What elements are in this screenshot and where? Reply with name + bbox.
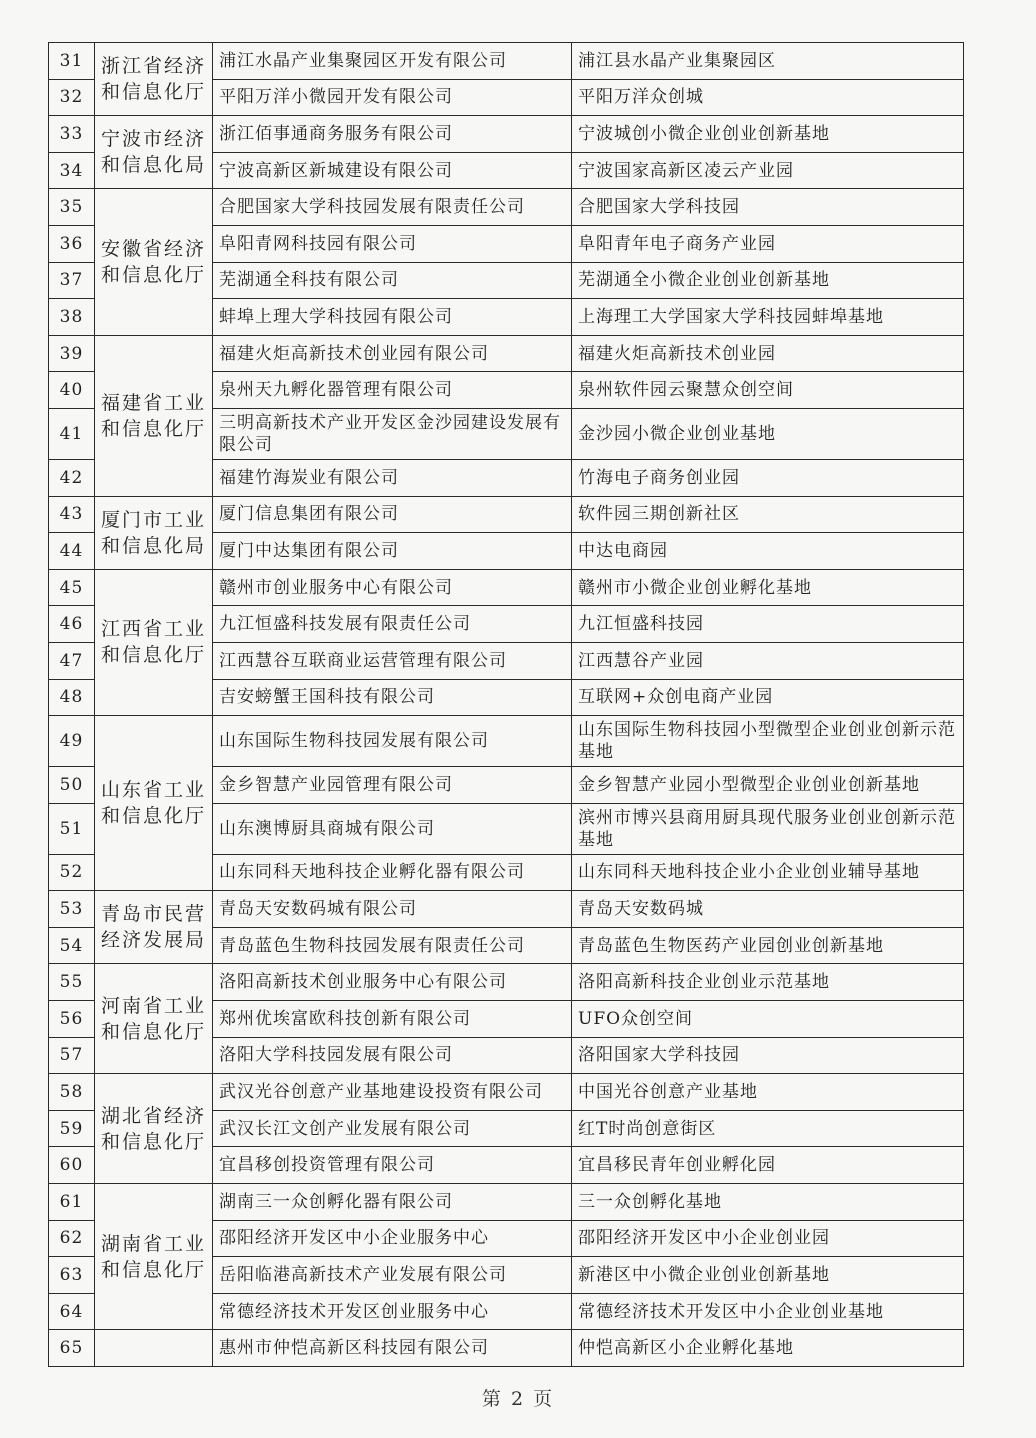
base-name: 山东国际生物科技园小型微型企业创业创新示范基地 [572, 716, 964, 767]
base-name: 常德经济技术开发区中小企业创业基地 [572, 1293, 964, 1330]
base-name: 阜阳青年电子商务产业园 [572, 225, 964, 262]
row-number: 31 [49, 43, 95, 80]
row-number: 57 [49, 1037, 95, 1074]
row-number: 34 [49, 152, 95, 189]
company-name: 赣州市创业服务中心有限公司 [213, 569, 572, 606]
base-name: 宁波城创小微企业创业创新基地 [572, 116, 964, 153]
row-number: 61 [49, 1184, 95, 1221]
company-name: 吉安螃蟹王国科技有限公司 [213, 679, 572, 716]
company-name: 合肥国家大学科技园发展有限责任公司 [213, 189, 572, 226]
row-number: 54 [49, 927, 95, 964]
base-name: 芜湖通全小微企业创业创新基地 [572, 262, 964, 299]
company-name: 洛阳大学科技园发展有限公司 [213, 1037, 572, 1074]
department-cell: 湖南省工业和信息化厅 [95, 1184, 213, 1330]
base-name: 新港区中小微企业创业创新基地 [572, 1257, 964, 1294]
department-cell: 湖北省经济和信息化厅 [95, 1074, 213, 1184]
table-row [49, 189, 964, 226]
company-name: 蚌埠上理大学科技园有限公司 [213, 299, 572, 336]
company-name: 厦门信息集团有限公司 [213, 496, 572, 533]
company-name: 洛阳高新技术创业服务中心有限公司 [213, 964, 572, 1001]
base-name: 三一众创孵化基地 [572, 1184, 964, 1221]
company-name: 厦门中达集团有限公司 [213, 533, 572, 570]
base-name: 软件园三期创新社区 [572, 496, 964, 533]
table-body [49, 43, 964, 1367]
company-name: 山东国际生物科技园发展有限公司 [213, 716, 572, 767]
table-row [49, 891, 964, 928]
table-row [49, 496, 964, 533]
row-number: 43 [49, 496, 95, 533]
row-number: 50 [49, 767, 95, 804]
department-cell: 浙江省经济和信息化厅 [95, 43, 213, 116]
base-name: UFO众创空间 [572, 1001, 964, 1038]
row-number: 51 [49, 803, 95, 854]
row-number: 58 [49, 1074, 95, 1111]
company-name: 福建火炬高新技术创业园有限公司 [213, 335, 572, 372]
row-number: 38 [49, 299, 95, 336]
base-name: 邵阳经济开发区中小企业创业园 [572, 1220, 964, 1257]
department-cell: 山东省工业和信息化厅 [95, 716, 213, 891]
base-name: 浦江县水晶产业集聚园区 [572, 43, 964, 80]
department-cell: 安徽省经济和信息化厅 [95, 189, 213, 335]
company-name: 岳阳临港高新技术产业发展有限公司 [213, 1257, 572, 1294]
company-name: 平阳万洋小微园开发有限公司 [213, 79, 572, 116]
row-number: 49 [49, 716, 95, 767]
base-name: 金乡智慧产业园小型微型企业创业创新基地 [572, 767, 964, 804]
row-number: 37 [49, 262, 95, 299]
department-cell: 河南省工业和信息化厅 [95, 964, 213, 1074]
base-name: 赣州市小微企业创业孵化基地 [572, 569, 964, 606]
row-number: 60 [49, 1147, 95, 1184]
base-name: 山东同科天地科技企业小企业创业辅导基地 [572, 854, 964, 891]
base-name: 青岛蓝色生物医药产业园创业创新基地 [572, 927, 964, 964]
company-name: 浙江佰事通商务服务有限公司 [213, 116, 572, 153]
row-number: 47 [49, 642, 95, 679]
base-name: 洛阳国家大学科技园 [572, 1037, 964, 1074]
base-name: 洛阳高新科技企业创业示范基地 [572, 964, 964, 1001]
base-name: 上海理工大学国家大学科技园蚌埠基地 [572, 299, 964, 336]
table-row [49, 335, 964, 372]
row-number: 55 [49, 964, 95, 1001]
company-name: 九江恒盛科技发展有限责任公司 [213, 606, 572, 643]
company-name: 郑州优埃富欧科技创新有限公司 [213, 1001, 572, 1038]
company-name: 山东澳博厨具商城有限公司 [213, 803, 572, 854]
row-number: 46 [49, 606, 95, 643]
company-name: 宜昌移创投资管理有限公司 [213, 1147, 572, 1184]
company-name: 浦江水晶产业集聚园区开发有限公司 [213, 43, 572, 80]
row-number: 42 [49, 459, 95, 496]
base-name: 中达电商园 [572, 533, 964, 570]
table-row [49, 1330, 964, 1367]
base-name: 宁波国家高新区凌云产业园 [572, 152, 964, 189]
row-number: 65 [49, 1330, 95, 1367]
row-number: 36 [49, 225, 95, 262]
base-name: 泉州软件园云聚慧众创空间 [572, 372, 964, 409]
base-name: 中国光谷创意产业基地 [572, 1074, 964, 1111]
base-name: 仲恺高新区小企业孵化基地 [572, 1330, 964, 1367]
row-number: 63 [49, 1257, 95, 1294]
company-name: 武汉光谷创意产业基地建设投资有限公司 [213, 1074, 572, 1111]
department-cell: 福建省工业和信息化厅 [95, 335, 213, 496]
company-name: 惠州市仲恺高新区科技园有限公司 [213, 1330, 572, 1367]
base-name: 合肥国家大学科技园 [572, 189, 964, 226]
table-row [49, 716, 964, 767]
row-number: 41 [49, 408, 95, 459]
base-name: 九江恒盛科技园 [572, 606, 964, 643]
company-name: 山东同科天地科技企业孵化器有限公司 [213, 854, 572, 891]
base-name: 宜昌移民青年创业孵化园 [572, 1147, 964, 1184]
page-number: 第 2 页 [481, 1388, 555, 1410]
company-name: 江西慧谷互联商业运营管理有限公司 [213, 642, 572, 679]
row-number: 40 [49, 372, 95, 409]
company-name: 金乡智慧产业园管理有限公司 [213, 767, 572, 804]
company-name: 福建竹海炭业有限公司 [213, 459, 572, 496]
row-number: 45 [49, 569, 95, 606]
base-name: 红T时尚创意街区 [572, 1110, 964, 1147]
company-name: 湖南三一众创孵化器有限公司 [213, 1184, 572, 1221]
row-number: 33 [49, 116, 95, 153]
company-name: 邵阳经济开发区中小企业服务中心 [213, 1220, 572, 1257]
base-name: 金沙园小微企业创业基地 [572, 408, 964, 459]
row-number: 53 [49, 891, 95, 928]
department-cell: 厦门市工业和信息化局 [95, 496, 213, 569]
department-cell: 青岛市民营经济发展局 [95, 891, 213, 964]
row-number: 52 [49, 854, 95, 891]
department-cell: 江西省工业和信息化厅 [95, 569, 213, 715]
department-cell [95, 1330, 213, 1367]
row-number: 48 [49, 679, 95, 716]
company-name: 芜湖通全科技有限公司 [213, 262, 572, 299]
company-name: 青岛蓝色生物科技园发展有限责任公司 [213, 927, 572, 964]
row-number: 32 [49, 79, 95, 116]
row-number: 44 [49, 533, 95, 570]
table-row [49, 964, 964, 1001]
row-number: 62 [49, 1220, 95, 1257]
table-row [49, 43, 964, 80]
department-cell: 宁波市经济和信息化局 [95, 116, 213, 189]
table-row [49, 569, 964, 606]
base-name: 互联网+众创电商产业园 [572, 679, 964, 716]
base-list-table [48, 42, 964, 1367]
base-name: 竹海电子商务创业园 [572, 459, 964, 496]
company-name: 阜阳青网科技园有限公司 [213, 225, 572, 262]
base-name: 平阳万洋众创城 [572, 79, 964, 116]
row-number: 35 [49, 189, 95, 226]
company-name: 常德经济技术开发区创业服务中心 [213, 1293, 572, 1330]
base-name: 江西慧谷产业园 [572, 642, 964, 679]
row-number: 64 [49, 1293, 95, 1330]
company-name: 三明高新技术产业开发区金沙园建设发展有限公司 [213, 408, 572, 459]
table-row [49, 1074, 964, 1111]
table-row [49, 1184, 964, 1221]
company-name: 泉州天九孵化器管理有限公司 [213, 372, 572, 409]
base-name: 福建火炬高新技术创业园 [572, 335, 964, 372]
company-name: 宁波高新区新城建设有限公司 [213, 152, 572, 189]
table-row [49, 116, 964, 153]
row-number: 56 [49, 1001, 95, 1038]
base-name: 滨州市博兴县商用厨具现代服务业创业创新示范基地 [572, 803, 964, 854]
base-name: 青岛天安数码城 [572, 891, 964, 928]
row-number: 59 [49, 1110, 95, 1147]
company-name: 青岛天安数码城有限公司 [213, 891, 572, 928]
row-number: 39 [49, 335, 95, 372]
company-name: 武汉长江文创产业发展有限公司 [213, 1110, 572, 1147]
